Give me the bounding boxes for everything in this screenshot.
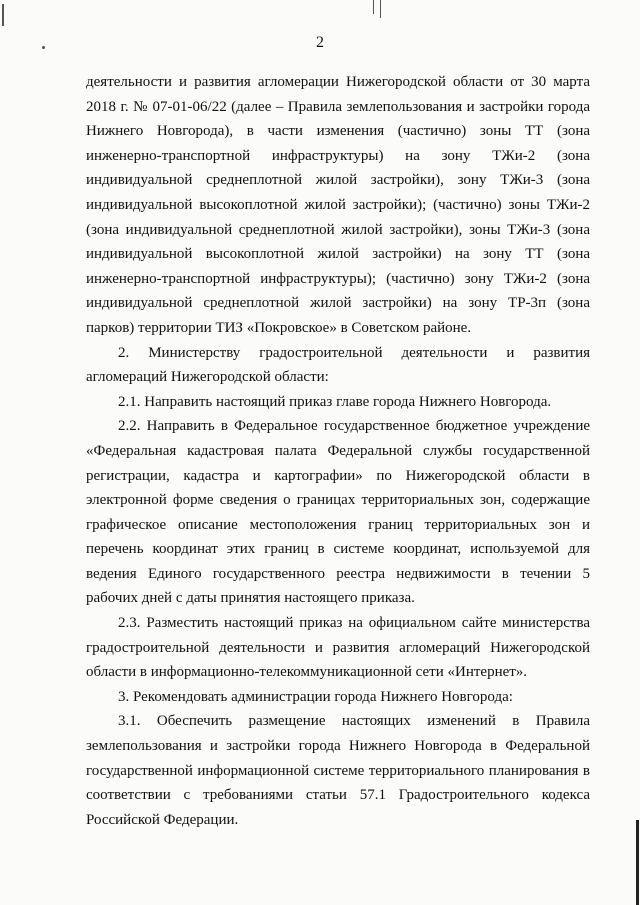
paragraph-3-1: 3.1. Обеспечить размещение настоящих изменений в Правила землепользования и застройки города Нижнего Новгорода в Федеральной государственной информационной системе территориального планирования в соответствии с требованиями статьи 57.1 Градостроительного кодекса Российской Федерации. [86, 713, 590, 828]
scan-mark-top-center-2 [380, 0, 381, 18]
paragraph-2-2: 2.2. Направить в Федеральное государственное бюджетное учреждение «Федеральная кадастровая палата Федеральной службы государственной регистрации, кадастра и картографии» по Нижегородской области в электронной форме сведения о границах территориальных зон, содержащие графическое описание местоположения границ территориальных зон и перечень координат этих границ в системе координат, используемой для ведения Единого государственного реестра недвижимости в течении 5 рабочих дней с даты принятия настоящего приказа. [86, 418, 590, 607]
scan-mark-top-left [2, 4, 4, 26]
paragraph-2-1: 2.1. Направить настоящий приказ главе города Нижнего Новгорода. [118, 393, 552, 410]
paragraph-2-3: 2.3. Разместить настоящий приказ на официальном сайте министерства градостроительной деятельности и развития агломераций Нижегородской области в информационно-телекоммуникационной сети «Интернет». [86, 615, 590, 681]
document-body [86, 70, 590, 832]
scan-mark-right-edge [636, 820, 639, 905]
paragraph-continuation: деятельности и развития агломерации Нижегородской области от 30 марта 2018 г. № 07-01-06/22 (далее – Правила землепользования и застройки города Нижнего Новгорода), в части изменения (частично) зоны ТТ (зона инженерно-транспортной инфраструктуры) на зону ТЖи-2 (зона индивидуальной среднеплотной жилой застройки), зону ТЖи-3 (зона индивидуальной высокоплотной жилой застройки); (частично) зоны ТЖи-2 (зона индивидуальной среднеплотной жилой застройки), зоны ТЖи-3 (зона индивидуальной высокоплотной жилой застройки) на зону ТТ (зона инженерно-транспортной инфраструктуры); (частично) зону ТЖи-2 (зона индивидуальной среднеплотной жилой застройки) на зону ТР-3п (зона парков) территории ТИЗ «Покровское» в Советском районе. [86, 74, 590, 336]
paragraph-2: 2. Министерству градостроительной деятельности и развития агломераций Нижегородской области: [86, 344, 590, 386]
page-number: 2 [316, 34, 324, 51]
scan-mark-top-center [373, 0, 374, 14]
paragraph-3: 3. Рекомендовать администрации города Нижнего Новгорода: [118, 688, 513, 705]
